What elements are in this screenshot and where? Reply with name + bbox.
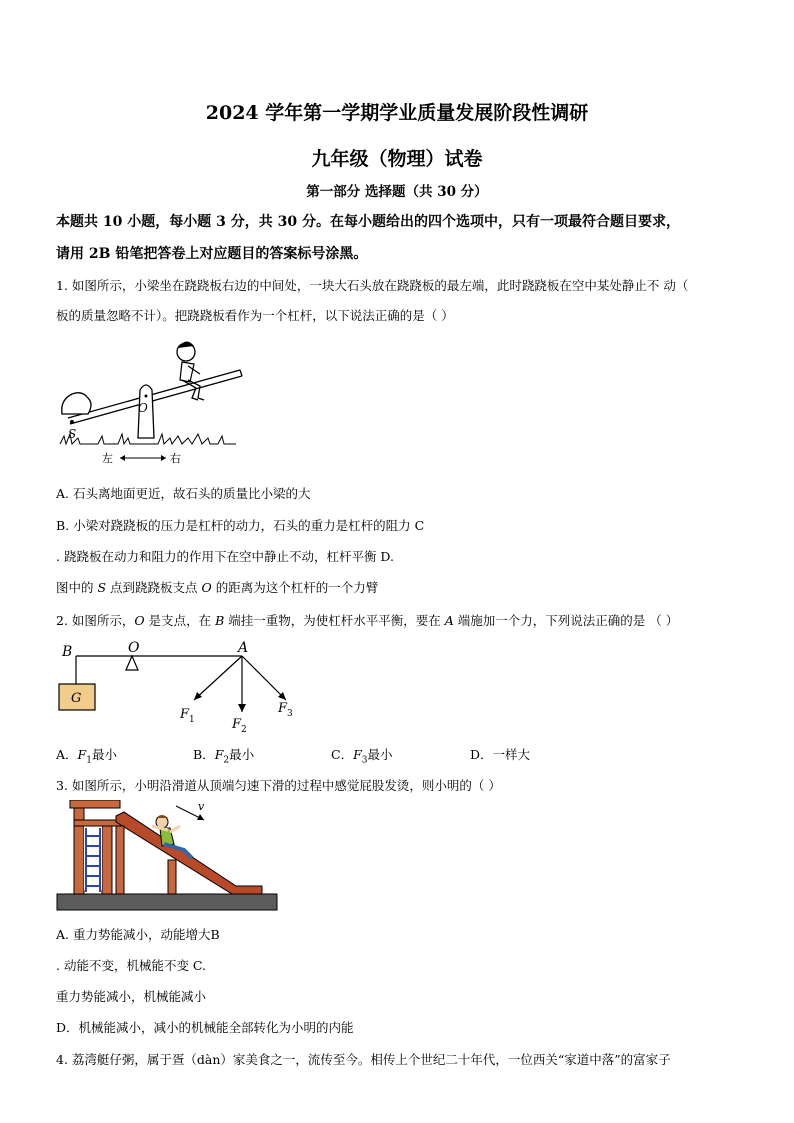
q3-slide-figure	[56, 800, 280, 914]
q3-stem: 3. 如图所示，小明沿滑道从顶端匀速下滑的过程中感觉屁股发烫，则小明的（ ）	[56, 778, 501, 793]
section-heading: 第一部分 选择题（共 30 分）	[306, 184, 488, 200]
q2-label-o: O	[128, 640, 140, 656]
q2-option-c: C．$F_3$最小	[331, 747, 393, 766]
q3-label-v: v	[198, 800, 205, 813]
q3-option-b: . 动能不变，机械能不变 C.	[56, 958, 207, 973]
q1-left-label: 左	[102, 452, 113, 465]
q2-label-b: B	[62, 644, 73, 660]
q2-lever-figure	[56, 638, 316, 736]
q1-right-label: 右	[170, 452, 181, 465]
q2-label-f3: $F_3$	[278, 701, 293, 719]
q2-option-b: B．$F_2$最小	[193, 747, 255, 766]
q1-label-o: O	[138, 401, 148, 415]
q2-label-f2: $F_2$	[232, 717, 247, 735]
instructions-line-2: 请用 2B 铅笔把答卷上对应题目的答案标号涂黑。	[56, 246, 368, 262]
q3-option-d: D．机械能减小，减小的机械能全部转化为小明的内能	[56, 1020, 354, 1035]
q2-label-f1: $F_1$	[180, 707, 195, 725]
q3-option-a: A. 重力势能减小，动能增大B	[56, 927, 220, 942]
q1-option-b: B. 小梁对跷跷板的压力是杠杆的动力，石头的重力是杠杆的阻力 C	[56, 518, 425, 533]
q1-label-s: S	[68, 427, 77, 441]
ground	[57, 894, 277, 910]
rock-shape	[62, 393, 91, 414]
q2-option-a: A．$F_1$最小	[56, 747, 117, 766]
q1-option-a: A. 石头离地面更近，故石头的质量比小梁的大	[56, 486, 311, 501]
q2-pivot	[126, 656, 138, 670]
q1-option-d: 图中的 S 点到跷跷板支点 O 的距离为这个杠杆的一个力臂	[56, 580, 379, 595]
exam-subtitle: 九年级（物理）试卷	[311, 148, 483, 170]
q2-label-a: A	[238, 640, 249, 656]
exam-title: 2024 学年第一学期学业质量发展阶段性调研	[205, 102, 589, 124]
q1-stem-line-2: 板的质量忽略不计）。把跷跷板看作为一个杠杆，以下说法正确的是（ ）	[56, 308, 454, 323]
q1-option-c: . 跷跷板在动力和阻力的作用下在空中静止不动，杠杆平衡 D.	[56, 549, 394, 564]
q2-stem: 2. 如图所示，O 是支点，在 B 端挂一重物，为使杠杆水平平衡，要在 A 端施加一个力，下列说法正确的是 （ ）	[56, 613, 679, 628]
q4-stem: 4. 荔湾艇仔粥，属于疍（dàn）家美食之一，流传至今。相传上个世纪二十年代，一位西关“家道中落”的富家子	[56, 1052, 671, 1067]
boy-figure	[177, 341, 204, 400]
q2-label-g: G	[71, 691, 82, 706]
q2-option-d: D．一样大	[470, 747, 531, 762]
instructions-line-1: 本题共 10 小题，每小题 3 分，共 30 分。在每小题给出的四个选项中，只有一项最符合题目要求，	[56, 214, 680, 230]
q1-seesaw-figure	[58, 334, 248, 468]
q3-option-c: 重力势能减小，机械能减小	[56, 989, 207, 1004]
q1-stem-line-1: 1. 如图所示，小梁坐在跷跷板右边的中间处，一块大石头放在跷跷板的最左端，此时跷跷板在空中某处静止不 动（	[56, 278, 689, 293]
